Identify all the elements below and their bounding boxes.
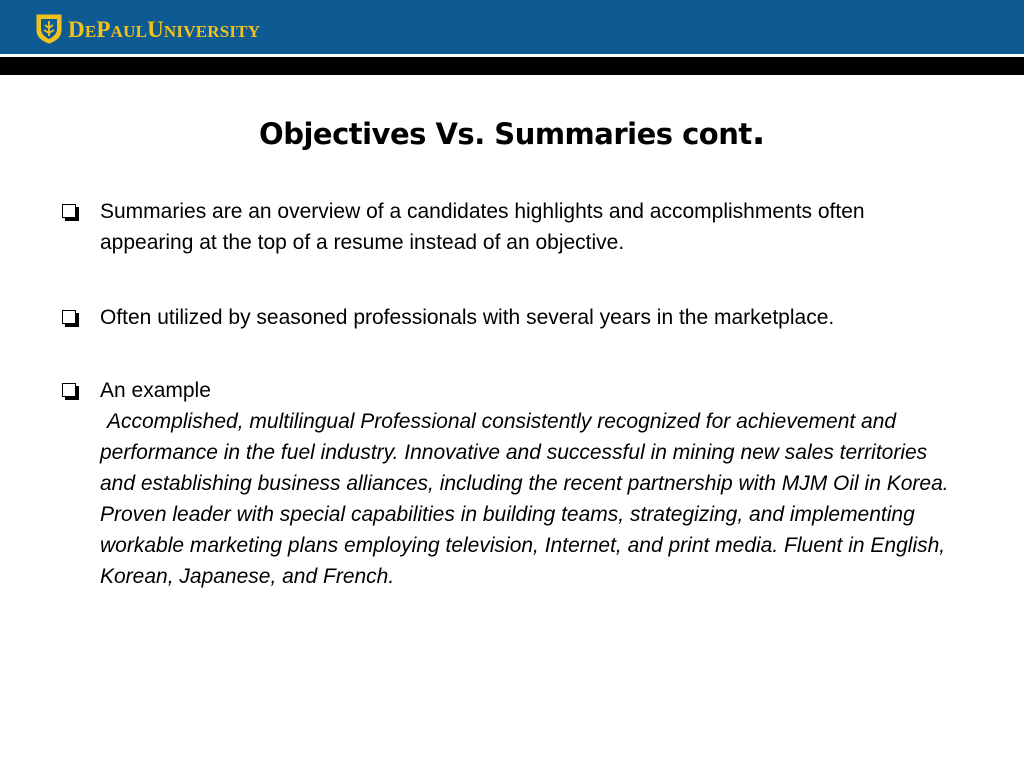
logo-wordmark: DEPAULUNIVERSITY [68,16,261,42]
header-black-band [0,57,1024,75]
bullet-text: An example [100,379,211,402]
bullet-text: Summaries are an overview of a candidates highlights and accomplishments often appearing at the top of a resume instead of an objective. [100,200,865,254]
checkbox-bullet-icon [62,204,76,218]
slide-title-period: . [751,112,765,153]
example-text: Accomplished, multilingual Professional consistently recognized for achievement and performance in the fuel industry. Innovative and successful in mining new sales territories and establishing business alliances, including the recent partnership with MJM Oil in Korea. Proven leader with special capabilities in building teams, strategizing, and implementing workable marketing plans employing television, Internet, and print media. Fluent in English, Korean, Japanese, and French. [100,410,949,588]
example-paragraph [100,406,962,592]
bullet-text: Often utilized by seasoned professionals with several years in the marketplace. [100,306,835,329]
bullet-item-summaries [62,196,962,258]
checkbox-bullet-icon [62,383,76,397]
bullet-item-example [62,375,962,592]
slide-body [62,196,962,592]
depaul-logo [36,14,260,44]
checkbox-bullet-icon [62,310,76,324]
slide-title-text: Objectives Vs. Summaries cont [259,117,752,151]
bullet-item-seasoned [62,302,962,333]
university-shield-icon [36,14,62,44]
slide-title [0,112,1024,153]
